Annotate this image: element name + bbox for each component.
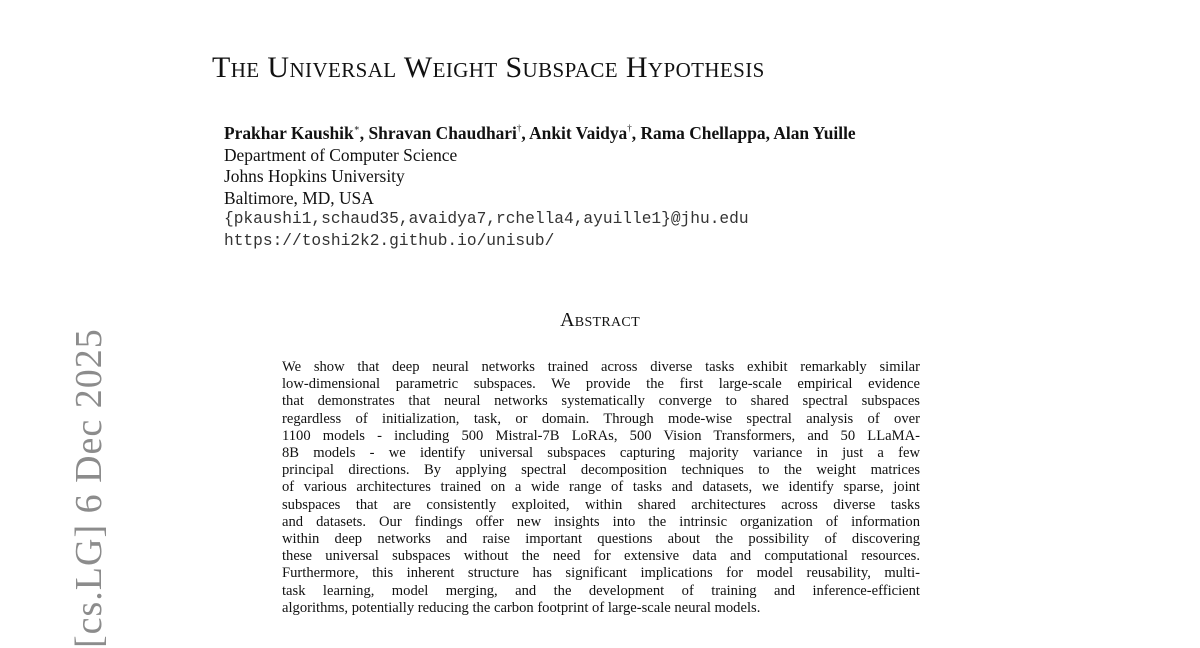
abstract-line: We show that deep neural networks trained across diverse tasks exhibit remarkably similar <box>282 359 920 375</box>
abstract-line: regardless of initialization, task, or domain. Through mode-wise spectral analysis of over <box>282 410 920 427</box>
abstract-heading: Abstract <box>560 309 640 331</box>
abstract-line: that demonstrates that neural networks systematically converge to shared spectral subspaces <box>282 393 920 410</box>
abstract-line: subspaces that are consistently exploited, within shared architectures across diverse tasks <box>282 496 920 513</box>
project-url-link[interactable]: https://toshi2k2.github.io/unisub/ <box>224 231 555 250</box>
author-emails: {pkaushi1,schaud35,avaidya7,rchella4,ayuille1}@jhu.edu <box>224 210 749 228</box>
department: Department of Computer Science <box>224 144 458 165</box>
author-name: Ankit Vaidya <box>529 123 628 143</box>
paper-title: The Universal Weight Subspace Hypothesis <box>212 51 765 84</box>
abstract-line: 1100 models - including 500 Mistral-7B LoRAs, 500 Vision Transformers, and 50 LLaMA- <box>282 427 920 444</box>
abstract-line: Furthermore, this inherent structure has significant implications for model reusability, multi- <box>282 565 920 582</box>
abstract-line: principal directions. By applying spectral decomposition techniques to the weight matrices <box>282 462 920 479</box>
author-name: Alan Yuille <box>773 123 856 143</box>
university: Johns Hopkins University <box>224 166 405 186</box>
author-separator: , <box>521 123 530 143</box>
author-name: Prakhar Kaushik <box>224 123 354 143</box>
author-separator: , <box>765 123 774 143</box>
author-name: Rama Chellappa <box>640 123 766 143</box>
arxiv-side-stamp <box>26 328 110 648</box>
abstract-line: within deep networks and raise important questions about the possibility of discovering <box>282 531 920 548</box>
abstract-line: these universal subspaces without the need for extensive data and computational resources. <box>282 548 920 565</box>
abstract-line: algorithms, potentially reducing the carbon footprint of large-scale neural models. <box>282 599 761 616</box>
abstract-line: 8B models - we identify universal subspaces capturing majority variance in just a few <box>282 445 920 462</box>
abstract-body <box>282 359 922 617</box>
author-separator: , <box>359 123 369 143</box>
author-name: Shravan Chaudhari <box>368 123 517 143</box>
author-block <box>224 123 856 252</box>
abstract-line: of various architectures trained on a wide range of tasks and datasets, we identify sparse, joint <box>282 479 920 496</box>
author-affiliation-mark: ∗ <box>353 123 360 133</box>
location: Baltimore, MD, USA <box>224 187 374 208</box>
arxiv-side-stamp-text: [cs.LG] 6 Dec 2025 <box>68 328 110 648</box>
author-list <box>224 123 856 145</box>
abstract-line: low-dimensional parametric subspaces. We provide the first large-scale empirical evidence <box>282 376 920 393</box>
author-separator: , <box>631 123 641 143</box>
author-affiliation-mark: † <box>627 123 632 133</box>
author-affiliation-mark: † <box>516 123 522 133</box>
abstract-line: task learning, model merging, and the development of training and inference-efficient <box>282 582 920 599</box>
abstract-line: and datasets. Our findings offer new insights into the intrinsic organization of information <box>282 513 920 530</box>
